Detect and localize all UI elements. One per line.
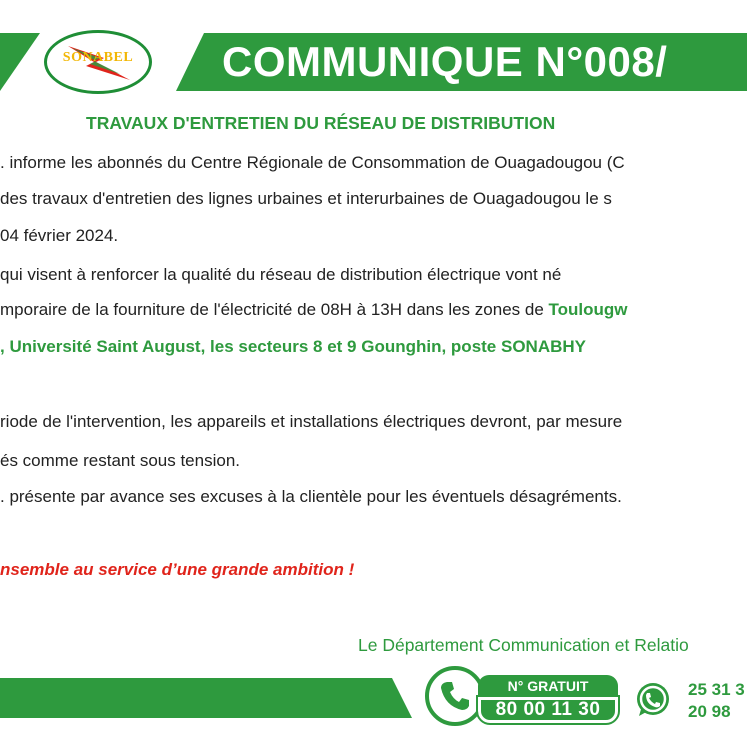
- notice-subtitle: TRAVAUX D'ENTRETIEN DU RÉSEAU DE DISTRIBUTION: [86, 113, 556, 133]
- body-line-5: [0, 300, 628, 320]
- body-line-1: . informe les abonnés du Centre Régionale de Consommation de Ouagadougou (C: [0, 153, 625, 172]
- logo-text: SONABEL: [62, 50, 134, 65]
- body-line-3: 04 février 2024.: [0, 226, 119, 245]
- toll-free-number[interactable]: 80 00 11 30: [478, 697, 618, 723]
- page-title: COMMUNIQUE N°008/: [222, 38, 668, 85]
- whatsapp-icon: [633, 680, 673, 720]
- body-line-4: qui visent à renforcer la qualité du réseau de distribution électrique vont né: [0, 265, 562, 284]
- body-line-7: riode de l'intervention, les appareils et installations électriques devront, par mesure: [0, 412, 623, 431]
- whatsapp-number-1[interactable]: 25 31 3: [688, 680, 745, 699]
- signature: Le Département Communication et Relatio: [358, 635, 689, 655]
- zone-name: Toulougw: [548, 300, 628, 319]
- body-line-2: des travaux d'entretien des lignes urbaines et interurbaines de Ouagadougou le s: [0, 189, 612, 208]
- phone-icon: [437, 678, 473, 714]
- zones-list: , Université Saint August, les secteurs 8 et 9 Gounghin, poste SONABHY: [0, 337, 586, 356]
- body-line-9: . présente par avance ses excuses à la clientèle pour les éventuels désagréments.: [0, 487, 622, 506]
- header-left-accent: [0, 33, 40, 91]
- tagline: nsemble au service d’une grande ambition !: [0, 560, 355, 579]
- body-line-5-text: mporaire de la fourniture de l'électricité de 08H à 13H dans les zones de: [0, 300, 549, 319]
- whatsapp-number-2[interactable]: 20 98: [688, 702, 731, 721]
- body-line-8: és comme restant sous tension.: [0, 451, 241, 470]
- footer-bar: [0, 678, 412, 718]
- toll-free-label: N° GRATUIT: [478, 675, 618, 697]
